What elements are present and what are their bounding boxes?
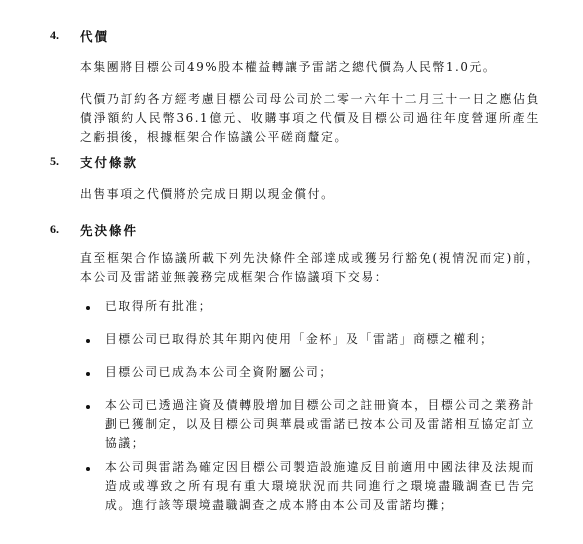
bullet-dot-icon	[86, 339, 90, 343]
bullet-dot-icon	[86, 467, 90, 471]
list-item: 本公司已透過注資及債轉股增加目標公司之註冊資本，目標公司之業務計劃已獲制定，以及目標公司與華晨或雷諾已按本公司及雷諾相互協定訂立協議；	[105, 398, 535, 450]
section-title: 支付條款	[80, 155, 139, 170]
paragraph: 出售事項之代價將於完成日期以現金償付。	[80, 187, 335, 201]
bullet-dot-icon	[86, 306, 90, 310]
paragraph: 代價乃訂約各方經考慮目標公司母公司於二零一六年十二月三十一日之應佔負債淨額約人民幣36.1億元、收購事項之代價及目標公司過往年度營運所產生之虧損後，根據框架合作協議公平磋商釐定。	[80, 92, 540, 144]
section-number: 6.	[50, 222, 59, 236]
paragraph: 本集團將目標公司49%股本權益轉讓予雷諾之總代價為人民幣1.0元。	[80, 60, 497, 74]
list-item: 目標公司已成為本公司全資附屬公司；	[105, 365, 333, 379]
bullet-dot-icon	[86, 405, 90, 409]
section-number: 4.	[50, 28, 59, 42]
bullet-dot-icon	[86, 372, 90, 376]
list-item: 本公司與雷諾為確定因目標公司製造設施違反目前適用中國法律及法規而造成或導致之所有現有重大環境狀況而共同進行之環境盡職調查已告完成。進行該等環境盡職調查之成本將由本公司及雷諾均攤；	[105, 460, 535, 512]
list-item: 已取得所有批准；	[105, 299, 213, 313]
list-item: 目標公司已取得於其年期內使用「金杯」及「雷諾」商標之權利；	[105, 332, 494, 346]
section-number: 5.	[50, 154, 59, 168]
section-title: 代價	[80, 29, 110, 44]
paragraph: 直至框架合作協議所載下列先決條件全部達成或獲另行豁免(視情況而定)前，本公司及雷諾並無義務完成框架合作協議項下交易：	[80, 251, 540, 284]
section-title: 先決條件	[80, 223, 139, 238]
